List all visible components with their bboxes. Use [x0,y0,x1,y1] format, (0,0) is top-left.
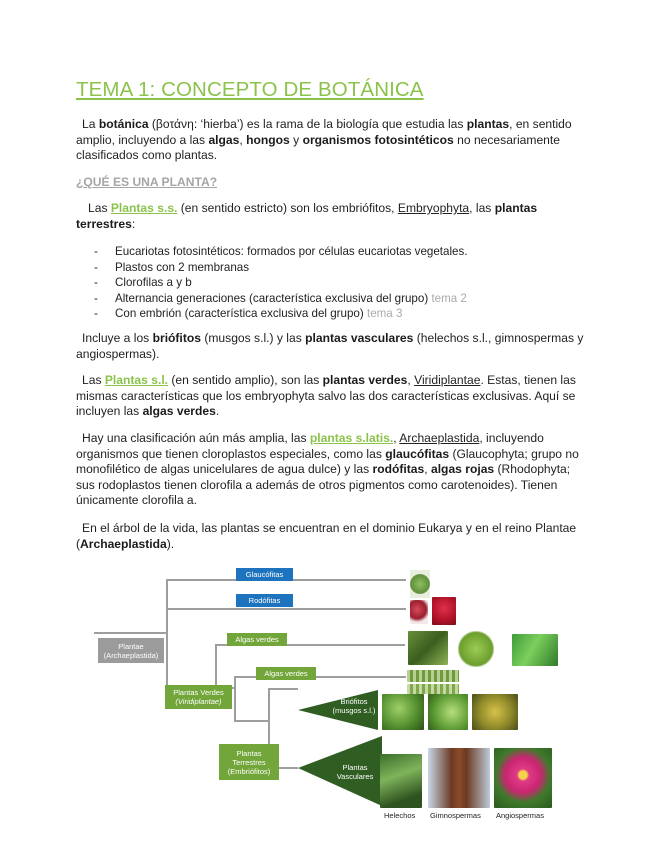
section-subtitle: ¿QUÉ ES UNA PLANTA? [76,175,218,189]
tema-3-note: tema 3 [366,307,403,320]
angiospermas-photo [494,748,552,808]
plantas-ss-paragraph: Las Plantas s.s. (en sentido estricto) son los embrióﬁtos, Embryophyta, las plantas terrestres: [76,201,538,231]
plantas-latis-link[interactable]: plantas s.latis. [309,431,394,445]
plantas-sl-link[interactable]: Plantas s.l. [104,373,169,387]
viridiplantae-link[interactable]: Viridiplantae [414,373,481,387]
list-item: - Alternancia generaciones (característica exclusiva del grupo) tema 2 [94,291,574,307]
rodofita-photo-2 [432,597,456,625]
briofito-photo-3 [472,694,518,730]
alga-verde-photo-3 [512,634,558,666]
list-item: - Plastos con 2 membranas [94,260,574,276]
tree-line [268,688,298,690]
archaeplastida-link[interactable]: Archaeplastida [399,431,480,445]
tree-line [166,608,406,610]
alga-filamento-photo-2 [407,684,459,694]
tree-line [234,720,269,722]
list-item: - Clorofilas a y b [94,275,574,291]
tree-line [234,676,236,721]
plantas-terrestres-box: Plantas Terrestres (Embriófitos) [219,744,279,780]
vasculares-label: Plantas Vasculares [336,763,374,781]
list-item: - Eucariotas fotosintéticos: formados por células eucariotas vegetales. [94,244,574,260]
plantas-verdes-box: Plantas Verdes (Viridiplantae) [165,685,232,709]
tree-line [215,644,217,688]
helechos-caption: Helechos [384,811,416,820]
glaucofitas-box: Glaucófitas [236,568,293,581]
intro-paragraph: La botánica (βοτάνη: ‘hierba’) es la rama de la biología que estudia las plantas, en sentido amplio, incluyendo a las algas, hongos y organismos fotosintéticos no necesariamente clasificados como plantas. [76,117,572,162]
alga-filamento-photo-1 [407,670,459,682]
tema-2-note: tema 2 [431,291,467,305]
plantas-latis-paragraph: Hay una clasiﬁcación aún más amplia, las plantas s.latis., Archaeplastida, incluyendo organismos que tienen cloroplastos especiales, como las glaucóﬁtas (Glaucophyta; grupo no monoﬁlético de algas unicelulares de agua dulce) y las rodóﬁtas, algas rojas (Rhodophyta; sus rodoplastos tienen cloroﬁla a además de otros pigmentos como carotenoides). Tienen únicamente cloroﬁla a. [76,431,579,507]
gimnospermas-caption: Gimnospermas [430,811,481,820]
list-item: - Con embrión (característica exclusiva del grupo) tema 3 [94,306,574,322]
plantas-ss-link[interactable]: Plantas s.s. [110,201,178,215]
alga-verde-photo-2 [452,631,500,667]
algas-verdes-box-1: Algas verdes [227,633,287,646]
gimnospermas-photo [428,748,490,808]
glaucofita-photo [410,570,430,598]
phylogeny-diagram [94,560,564,830]
helechos-photo [380,754,422,808]
plantae-box: Plantae (Archaeplastida) [98,638,164,663]
rodofitas-box: Rodófitas [236,594,293,607]
incluye-paragraph: Incluye a los brióﬁtos (musgos s.l.) y las plantas vasculares (helechos s.l., gimnospermas y angiospermas). [76,331,584,361]
characteristics-list [94,244,574,322]
arbol-paragraph: En el árbol de la vida, las plantas se encuentran en el dominio Eukarya y en el reino Plantae (Archaeplastida). [76,521,577,551]
briofitos-label: Briófitos (musgos s.l.) [332,697,376,715]
tree-root-line [94,632,167,634]
alga-verde-photo-1 [408,631,448,665]
plantas-sl-paragraph: Las Plantas s.l. (en sentido amplio), son las plantas verdes, Viridiplantae. Estas, tienen las mismas características que los embryophyta salvo las dos características exclusivas. Aquí se incluyen las algas verdes. [76,373,576,418]
angiospermas-caption: Angiospermas [496,811,544,820]
briofito-photo-1 [382,694,424,730]
tree-line [166,579,168,688]
algas-verdes-box-2: Algas verdes [256,667,316,680]
page-title: TEMA 1: CONCEPTO DE BOTÁNICA [76,78,424,101]
rodofita-photo-1 [410,600,428,624]
briofito-photo-2 [428,694,468,730]
embryophyta-link[interactable]: Embryophyta [397,201,470,215]
